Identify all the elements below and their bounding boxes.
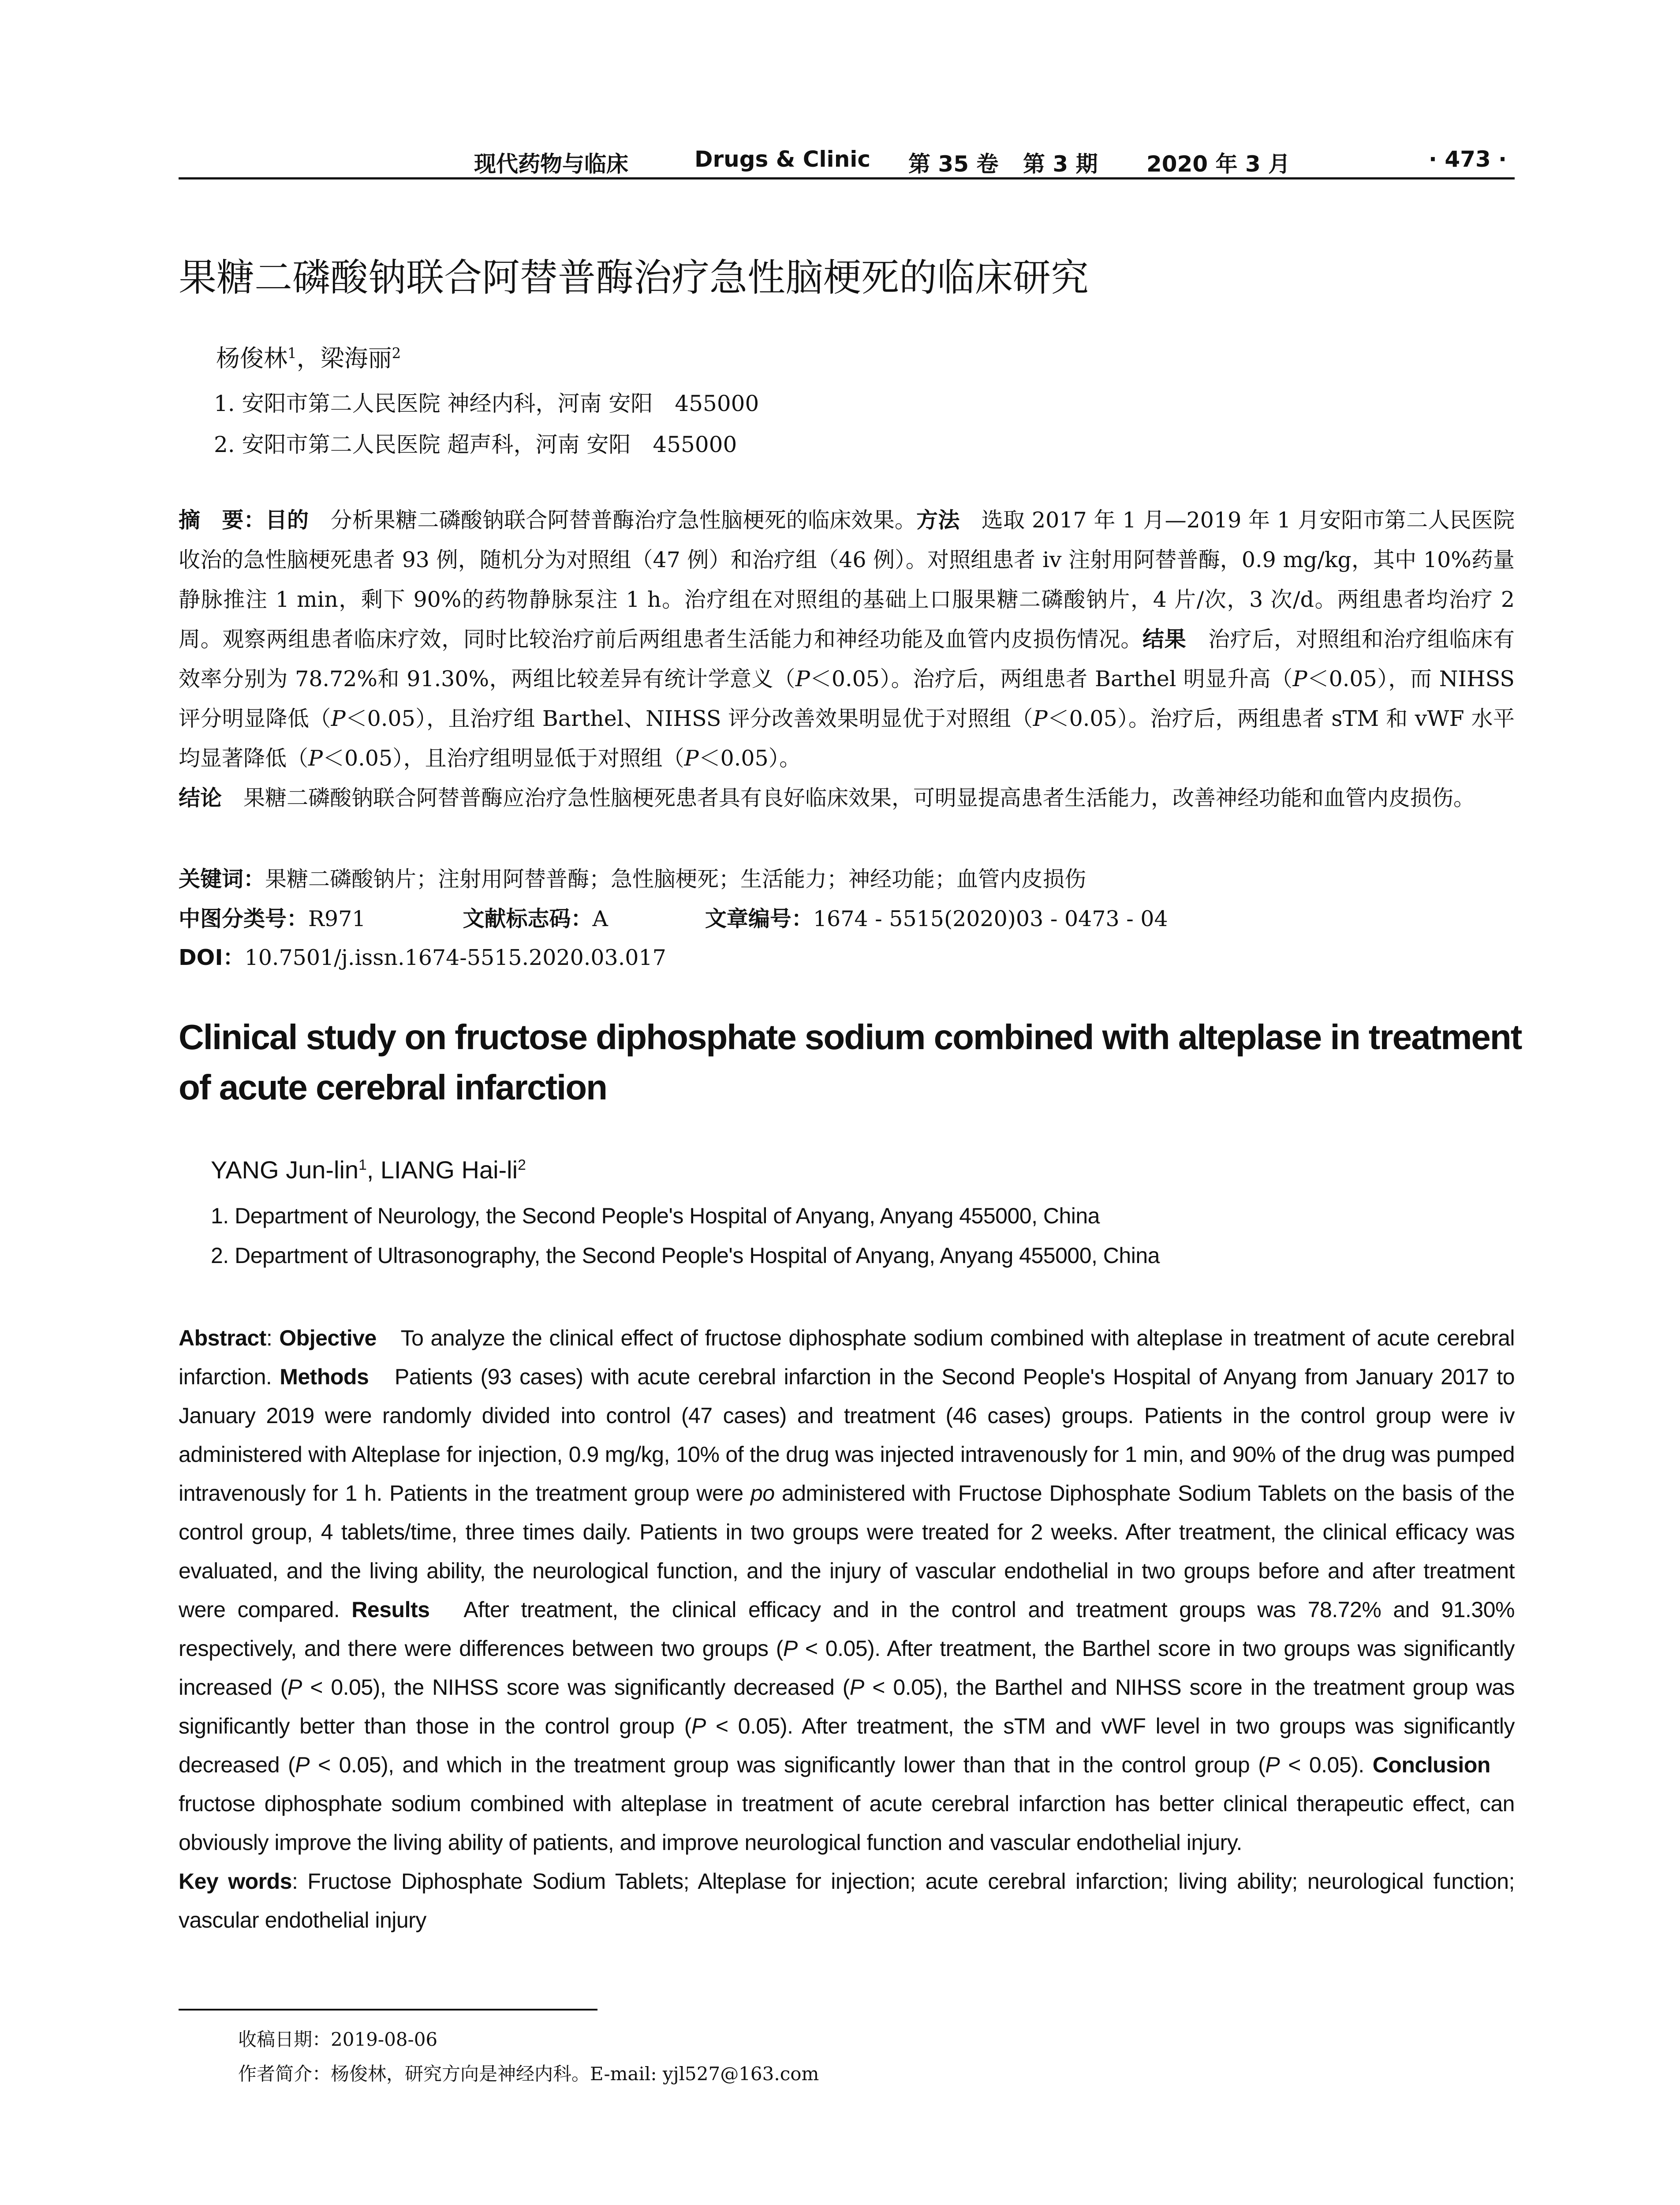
results-en-5: < 0.05). After treatment, the sTM and vWF level in two groups was significantly decreased ( bbox=[179, 1714, 1515, 1777]
keywords-en-text: Fructose Diphosphate Sodium Tablets; Alteplase for injection; acute cerebral infarction; living ability; neurological function; vascular endothelial injury bbox=[179, 1869, 1515, 1932]
results-cn-3: ＜0.05），而 NIHSS 评分明显降低（ bbox=[179, 666, 1515, 731]
p-symbol-en: P bbox=[691, 1714, 706, 1738]
conclusion-en: fructose diphosphate sodium combined with alteplase in treatment of acute cerebral infarction has better clinical therapeutic effect, can obviously improve the living ability of patients, and improve neurological function and vascular endothelial injury. bbox=[179, 1753, 1515, 1855]
doc-code-value: A bbox=[592, 906, 608, 931]
p-symbol: P bbox=[1033, 706, 1048, 731]
received-date: 收稿日期：2019-08-06 bbox=[238, 2029, 438, 2050]
conclusion-cn: 果糖二磷酸钠联合阿替普酶应治疗急性脑梗死患者具有良好临床效果，可明显提高患者生活能力，改善神经功能和血管内皮损伤。 bbox=[222, 785, 1475, 811]
journal-name-cn: 现代药物与临床 bbox=[474, 151, 628, 177]
objective-label-en: Objective bbox=[279, 1326, 377, 1350]
author-en-separator: , bbox=[366, 1156, 381, 1184]
title-cn: 果糖二磷酸钠联合阿替普酶治疗急性脑梗死的临床研究 bbox=[179, 256, 1089, 300]
author-1-cn: 杨俊林 bbox=[216, 344, 287, 372]
results-en-6: < 0.05), and which in the treatment group was significantly lower than that in the control group ( bbox=[309, 1753, 1266, 1777]
results-en-2: < 0.05). After treatment, the Barthel score in two groups was significantly increased ( bbox=[179, 1636, 1515, 1700]
issue: 第 3 期 bbox=[1023, 151, 1098, 177]
objective-en: To analyze the clinical effect of fructose diphosphate sodium combined with alteplase in treatment of acute cerebral infarction. bbox=[179, 1326, 1515, 1389]
objective-label-cn: 目的 bbox=[265, 508, 309, 533]
results-en-3: < 0.05), the NIHSS score was significantly decreased ( bbox=[302, 1675, 850, 1700]
abstract-cn bbox=[179, 501, 1515, 818]
header-rule bbox=[179, 177, 1515, 179]
author-separator: ， bbox=[296, 344, 321, 372]
classification-line bbox=[179, 902, 1168, 933]
p-symbol-en: P bbox=[287, 1675, 302, 1700]
methods-en-2: administered with Fructose Diphosphate Sodium Tablets on the basis of the control group, 4 tablets/time, three times daily. Patients in two groups were treated for 2 weeks. After treatment, the clinical efficacy was evaluated, and the living ability, the neurological function, and the injury of vascular endothelial in two groups before and after treatment were compared. bbox=[179, 1481, 1515, 1622]
abstract-en-colon: : bbox=[266, 1326, 280, 1350]
results-label-cn: 结果 bbox=[1142, 627, 1187, 652]
methods-label-cn: 方法 bbox=[916, 508, 960, 533]
keywords-cn-label: 关键词： bbox=[179, 867, 265, 892]
footnote-rule bbox=[179, 2009, 597, 2011]
p-symbol: P bbox=[795, 666, 810, 691]
page-number: · 473 · bbox=[1429, 146, 1507, 172]
p-symbol: P bbox=[331, 706, 346, 731]
abstract-en-label: Abstract bbox=[179, 1326, 266, 1350]
keywords-cn-text: 果糖二磷酸钠片；注射用阿替普酶；急性脑梗死；生活能力；神经功能；血管内皮损伤 bbox=[265, 867, 1086, 892]
abstract-cn-label: 摘 要： bbox=[179, 508, 265, 533]
volume: 第 35 卷 bbox=[908, 151, 999, 177]
keywords-en-label: Key words bbox=[179, 1869, 292, 1894]
affiliation-en-1: 1. Department of Neurology, the Second People's Hospital of Anyang, Anyang 455000, China bbox=[211, 1203, 1100, 1228]
p-symbol: P bbox=[684, 746, 699, 771]
methods-cn: 选取 2017 年 1 月—2019 年 1 月安阳市第二人民医院收治的急性脑梗死患者 93 例，随机分为对照组（47 例）和治疗组（46 例）。对照组患者 iv 注射用阿替普酶，0.9 mg/kg，其中 10%药量静脉推注 1 min，剩下 90%的药物静脉泵注 1 h。治疗组在对照组的基础上口服果糖二磷酸钠片，4 片/次，3 次/d。两组患者均治疗 2 周。观察两组患者临床疗效，同时比较治疗前后两组患者生活能力和神经功能及血管内皮损伤情况。 bbox=[179, 508, 1515, 652]
results-en-1: After treatment, the clinical efficacy and in the control and treatment groups was 78.72% and 91.30% respectively, and there were differences between two groups ( bbox=[179, 1597, 1515, 1661]
p-symbol-en: P bbox=[295, 1753, 310, 1777]
author-2-cn: 梁海丽 bbox=[320, 344, 392, 372]
doi-value: 10.7501/j.issn.1674-5515.2020.03.017 bbox=[244, 945, 666, 970]
p-symbol-en: P bbox=[783, 1636, 798, 1661]
running-header bbox=[179, 142, 1515, 177]
clc-label: 中图分类号： bbox=[179, 906, 309, 931]
results-cn-1: 治疗后，对照组和治疗组临床有效率分别为 78.72%和 91.30%，两组比较差异有统计学意义（ bbox=[179, 627, 1515, 691]
conclusion-label-cn: 结论 bbox=[179, 785, 222, 811]
results-en-4: < 0.05), the Barthel and NIHSS score in the treatment group was significantly better than those in the control group ( bbox=[179, 1675, 1515, 1738]
article-no-value: 1674 - 5515(2020)03 - 0473 - 04 bbox=[813, 906, 1168, 931]
po-route: po bbox=[750, 1481, 775, 1506]
author-1-en-sup: 1 bbox=[358, 1157, 367, 1174]
abstract-en bbox=[179, 1319, 1515, 1940]
author-bio: 作者简介：杨俊林，研究方向是神经内科。E-mail: yjl527@163.com bbox=[238, 2063, 819, 2085]
doi-label: DOI： bbox=[179, 945, 245, 970]
conclusion-label-en: Conclusion bbox=[1372, 1753, 1490, 1777]
objective-cn: 分析果糖二磷酸钠联合阿替普酶治疗急性脑梗死的临床效果。 bbox=[309, 508, 917, 533]
doi-line bbox=[179, 941, 666, 972]
p-symbol-en: P bbox=[1265, 1753, 1280, 1777]
keywords-cn bbox=[179, 862, 1086, 893]
author-2-sup: 2 bbox=[392, 345, 401, 362]
author-1-sup: 1 bbox=[287, 345, 297, 362]
affiliation-cn-2: 2. 安阳市第二人民医院 超声科，河南 安阳 455000 bbox=[214, 432, 737, 457]
authors-en bbox=[211, 1155, 526, 1184]
methods-en-1: Patients (93 cases) with acute cerebral infarction in the Second People's Hospital of Anyang from January 2017 to January 2019 were randomly divided into control (47 cases) and treatment (46 cases) groups. Patients in the control group were iv administered with Alteplase for injection, 0.9 mg/kg, 10% of the drug was injected intravenously for 1 min, and 90% of the drug was pumped intravenously for 1 h. Patients in the treatment group were bbox=[179, 1364, 1515, 1506]
results-cn-6: ＜0.05），且治疗组明显低于对照组（ bbox=[323, 746, 684, 771]
article-no-label: 文章编号： bbox=[705, 906, 813, 931]
results-cn-5: ＜0.05）。治疗后，两组患者 sTM 和 vWF 水平均显著降低（ bbox=[179, 706, 1515, 771]
p-symbol: P bbox=[1292, 666, 1307, 691]
results-cn-4: ＜0.05），且治疗组 Barthel、NIHSS 评分改善效果明显优于对照组（ bbox=[345, 706, 1033, 731]
results-label-en: Results bbox=[351, 1597, 430, 1622]
affiliation-cn-1: 1. 安阳市第二人民医院 神经内科，河南 安阳 455000 bbox=[214, 391, 759, 416]
title-en: Clinical study on fructose diphosphate sodium combined with alteplase in treatment of acute cerebral infarction bbox=[179, 1017, 1522, 1107]
clc-value: R971 bbox=[308, 906, 366, 931]
p-symbol-en: P bbox=[849, 1675, 864, 1700]
keywords-en-colon: : bbox=[291, 1869, 308, 1894]
authors-cn bbox=[216, 340, 401, 374]
methods-label-en: Methods bbox=[280, 1364, 369, 1389]
journal-name-en: Drugs & Clinic bbox=[694, 146, 871, 172]
results-cn-2: ＜0.05）。治疗后，两组患者 Barthel 明显升高（ bbox=[810, 666, 1293, 691]
affiliation-en-2: 2. Department of Ultrasonography, the Second People's Hospital of Anyang, Anyang 455000, China bbox=[211, 1243, 1160, 1268]
p-symbol: P bbox=[308, 746, 323, 771]
doc-code-label: 文献标志码： bbox=[463, 906, 593, 931]
author-2-en: LIANG Hai-li bbox=[380, 1156, 518, 1184]
results-cn-7: ＜0.05）。 bbox=[698, 746, 801, 771]
issue-date: 2020 年 3 月 bbox=[1146, 151, 1291, 177]
author-1-en: YANG Jun-lin bbox=[211, 1156, 359, 1184]
author-2-en-sup: 2 bbox=[518, 1157, 526, 1174]
results-en-7: < 0.05). bbox=[1280, 1753, 1373, 1777]
